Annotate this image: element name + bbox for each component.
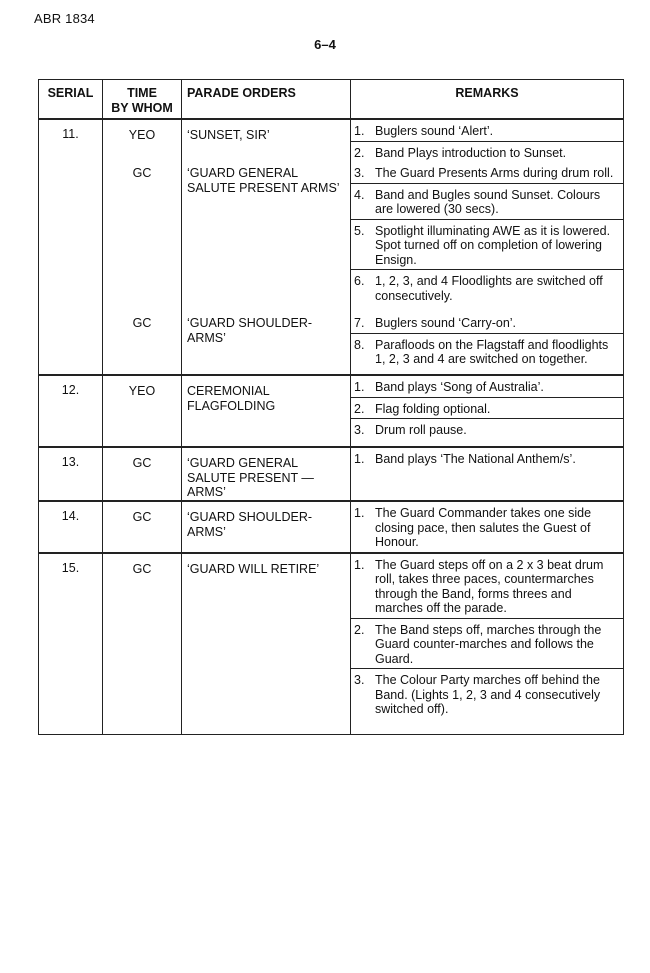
by-whom: YEO: [128, 128, 156, 142]
parade-order-cell: [182, 553, 351, 735]
document-id: ABR 1834: [34, 11, 95, 26]
column-header-time-line1: TIME: [127, 86, 157, 100]
by-whom: GC: [132, 456, 152, 470]
remark-item: [351, 398, 623, 420]
serial-cell: 15.: [39, 553, 103, 735]
remark-number: 1.: [354, 124, 365, 138]
remark-number: 7.: [354, 316, 365, 330]
table-row: [39, 501, 624, 553]
remark-number: 1.: [354, 380, 365, 394]
parade-order: ‘SUNSET, SIR’: [187, 128, 270, 142]
parade-order: ‘GUARD SHOULDER-ARMS’: [187, 316, 313, 345]
remark-text: Flag folding optional.: [375, 401, 491, 416]
remark-number: 3.: [354, 166, 365, 180]
remark-number: 1.: [354, 452, 365, 466]
parade-orders-table: [38, 79, 624, 735]
remarks-cell: [351, 553, 624, 735]
remark-text: Buglers sound ‘Alert’.: [375, 124, 494, 138]
remark-item: [351, 419, 623, 440]
table-row: [39, 447, 624, 501]
parade-order: ‘GUARD WILL RETIRE’: [187, 561, 320, 576]
parade-order: ‘GUARD SHOULDER-ARMS’: [187, 510, 313, 539]
remark-item: [351, 502, 623, 552]
remark-text: The Colour Party marches off behind the Band. (Lights 1, 2, 3 and 4 consecutively switched off).: [375, 673, 601, 716]
remark-item: [351, 270, 623, 305]
table-row: [39, 553, 624, 735]
remark-item: [351, 448, 623, 469]
table-row: [39, 375, 624, 447]
remark-text: The Guard Presents Arms during drum roll.: [375, 166, 614, 180]
column-header-time-by-whom: [103, 80, 182, 120]
remark-text: Parafloods on the Flagstaff and floodlights 1, 2, 3 and 4 are switched on together.: [375, 337, 609, 366]
parade-order: ‘GUARD GENERAL SALUTE PRESENT ARMS’: [187, 166, 340, 195]
remark-number: 2.: [354, 401, 365, 416]
remarks-group: [351, 502, 623, 552]
table-body: [39, 119, 624, 734]
remark-number: 8.: [354, 337, 365, 352]
remark-item: [351, 120, 623, 142]
parade-order: CEREMONIAL FLAGFOLDING: [187, 384, 276, 413]
remark-item: [351, 312, 623, 334]
by-whom: GC: [132, 316, 152, 330]
remark-text: Band and Bugles sound Sunset. Colours are lowered (30 secs).: [375, 187, 601, 216]
remarks-group: [351, 554, 623, 732]
remark-text: Band plays ‘Song of Australia’.: [375, 380, 544, 394]
remark-text: Drum roll pause.: [375, 423, 467, 437]
remark-text: The Band steps off, marches through the Guard counter-marches and follows the Guard.: [375, 622, 602, 666]
by-whom: GC: [132, 561, 152, 576]
remarks-group: [351, 376, 623, 444]
by-whom: GC: [132, 166, 152, 180]
table-header-row: [39, 80, 624, 120]
remarks-cell: [351, 501, 624, 553]
column-header-serial: SERIAL: [39, 80, 103, 120]
page-number: 6–4: [314, 37, 336, 52]
column-header-time-line2: BY WHOM: [111, 100, 173, 115]
remarks-cell: [351, 447, 624, 501]
parade-order-cell: [182, 375, 351, 447]
remarks-cell: [351, 119, 624, 375]
remarks-cell: [351, 375, 624, 447]
column-header-parade-orders: PARADE ORDERS: [182, 80, 351, 120]
remark-item: [351, 619, 623, 670]
remarks-group: [351, 448, 623, 498]
parade-order: ‘GUARD GENERAL SALUTE PRESENT —ARMS’: [187, 456, 314, 499]
remark-item: [351, 669, 623, 719]
remark-item: [351, 142, 623, 163]
remark-text: The Guard Commander takes one side closing pace, then salutes the Guest of Honour.: [375, 506, 592, 549]
parade-order-cell: [182, 501, 351, 553]
serial-cell: 11.: [39, 119, 103, 375]
remark-number: 4.: [354, 187, 365, 202]
parade-order-cell: [182, 447, 351, 501]
remark-number: 5.: [354, 223, 365, 238]
by-whom-cell: [103, 553, 182, 735]
remark-number: 2.: [354, 145, 365, 160]
remark-item: [351, 376, 623, 398]
remark-number: 6.: [354, 274, 365, 288]
remark-text: Buglers sound ‘Carry-on’.: [375, 316, 517, 330]
remark-text: Spotlight illuminating AWE as it is lowered. Spot turned off on completion of lowering Ensign.: [375, 223, 611, 267]
remark-number: 1.: [354, 557, 365, 572]
remark-number: 3.: [354, 673, 365, 687]
remark-text: The Guard steps off on a 2 x 3 beat drum roll, takes three paces, countermarches through the Band, forms threes and marches off the parade.: [375, 557, 604, 615]
by-whom-cell: [103, 375, 182, 447]
by-whom-cell: [103, 501, 182, 553]
remark-text: 1, 2, 3, and 4 Floodlights are switched off consecutively.: [375, 274, 603, 303]
remark-item: [351, 162, 623, 184]
by-whom-cell: [103, 119, 182, 375]
column-header-remarks: REMARKS: [351, 80, 624, 120]
serial-cell: 12.: [39, 375, 103, 447]
remark-item: [351, 184, 623, 220]
remarks-group: [351, 120, 623, 162]
parade-order-cell: [182, 119, 351, 375]
by-whom: GC: [132, 510, 152, 524]
by-whom-cell: [103, 447, 182, 501]
by-whom: YEO: [128, 384, 156, 398]
remark-item: [351, 334, 623, 369]
remark-number: 3.: [354, 423, 365, 437]
remark-text: Band plays ‘The National Anthem/s’.: [375, 452, 576, 466]
serial-cell: 13.: [39, 447, 103, 501]
remarks-group: [351, 312, 623, 374]
serial-cell: 14.: [39, 501, 103, 553]
remark-number: 1.: [354, 506, 365, 520]
remark-item: [351, 554, 623, 619]
remark-text: Band Plays introduction to Sunset.: [375, 145, 567, 160]
remarks-group: [351, 162, 623, 312]
remark-item: [351, 220, 623, 271]
table-row: [39, 119, 624, 375]
remark-number: 2.: [354, 622, 365, 637]
